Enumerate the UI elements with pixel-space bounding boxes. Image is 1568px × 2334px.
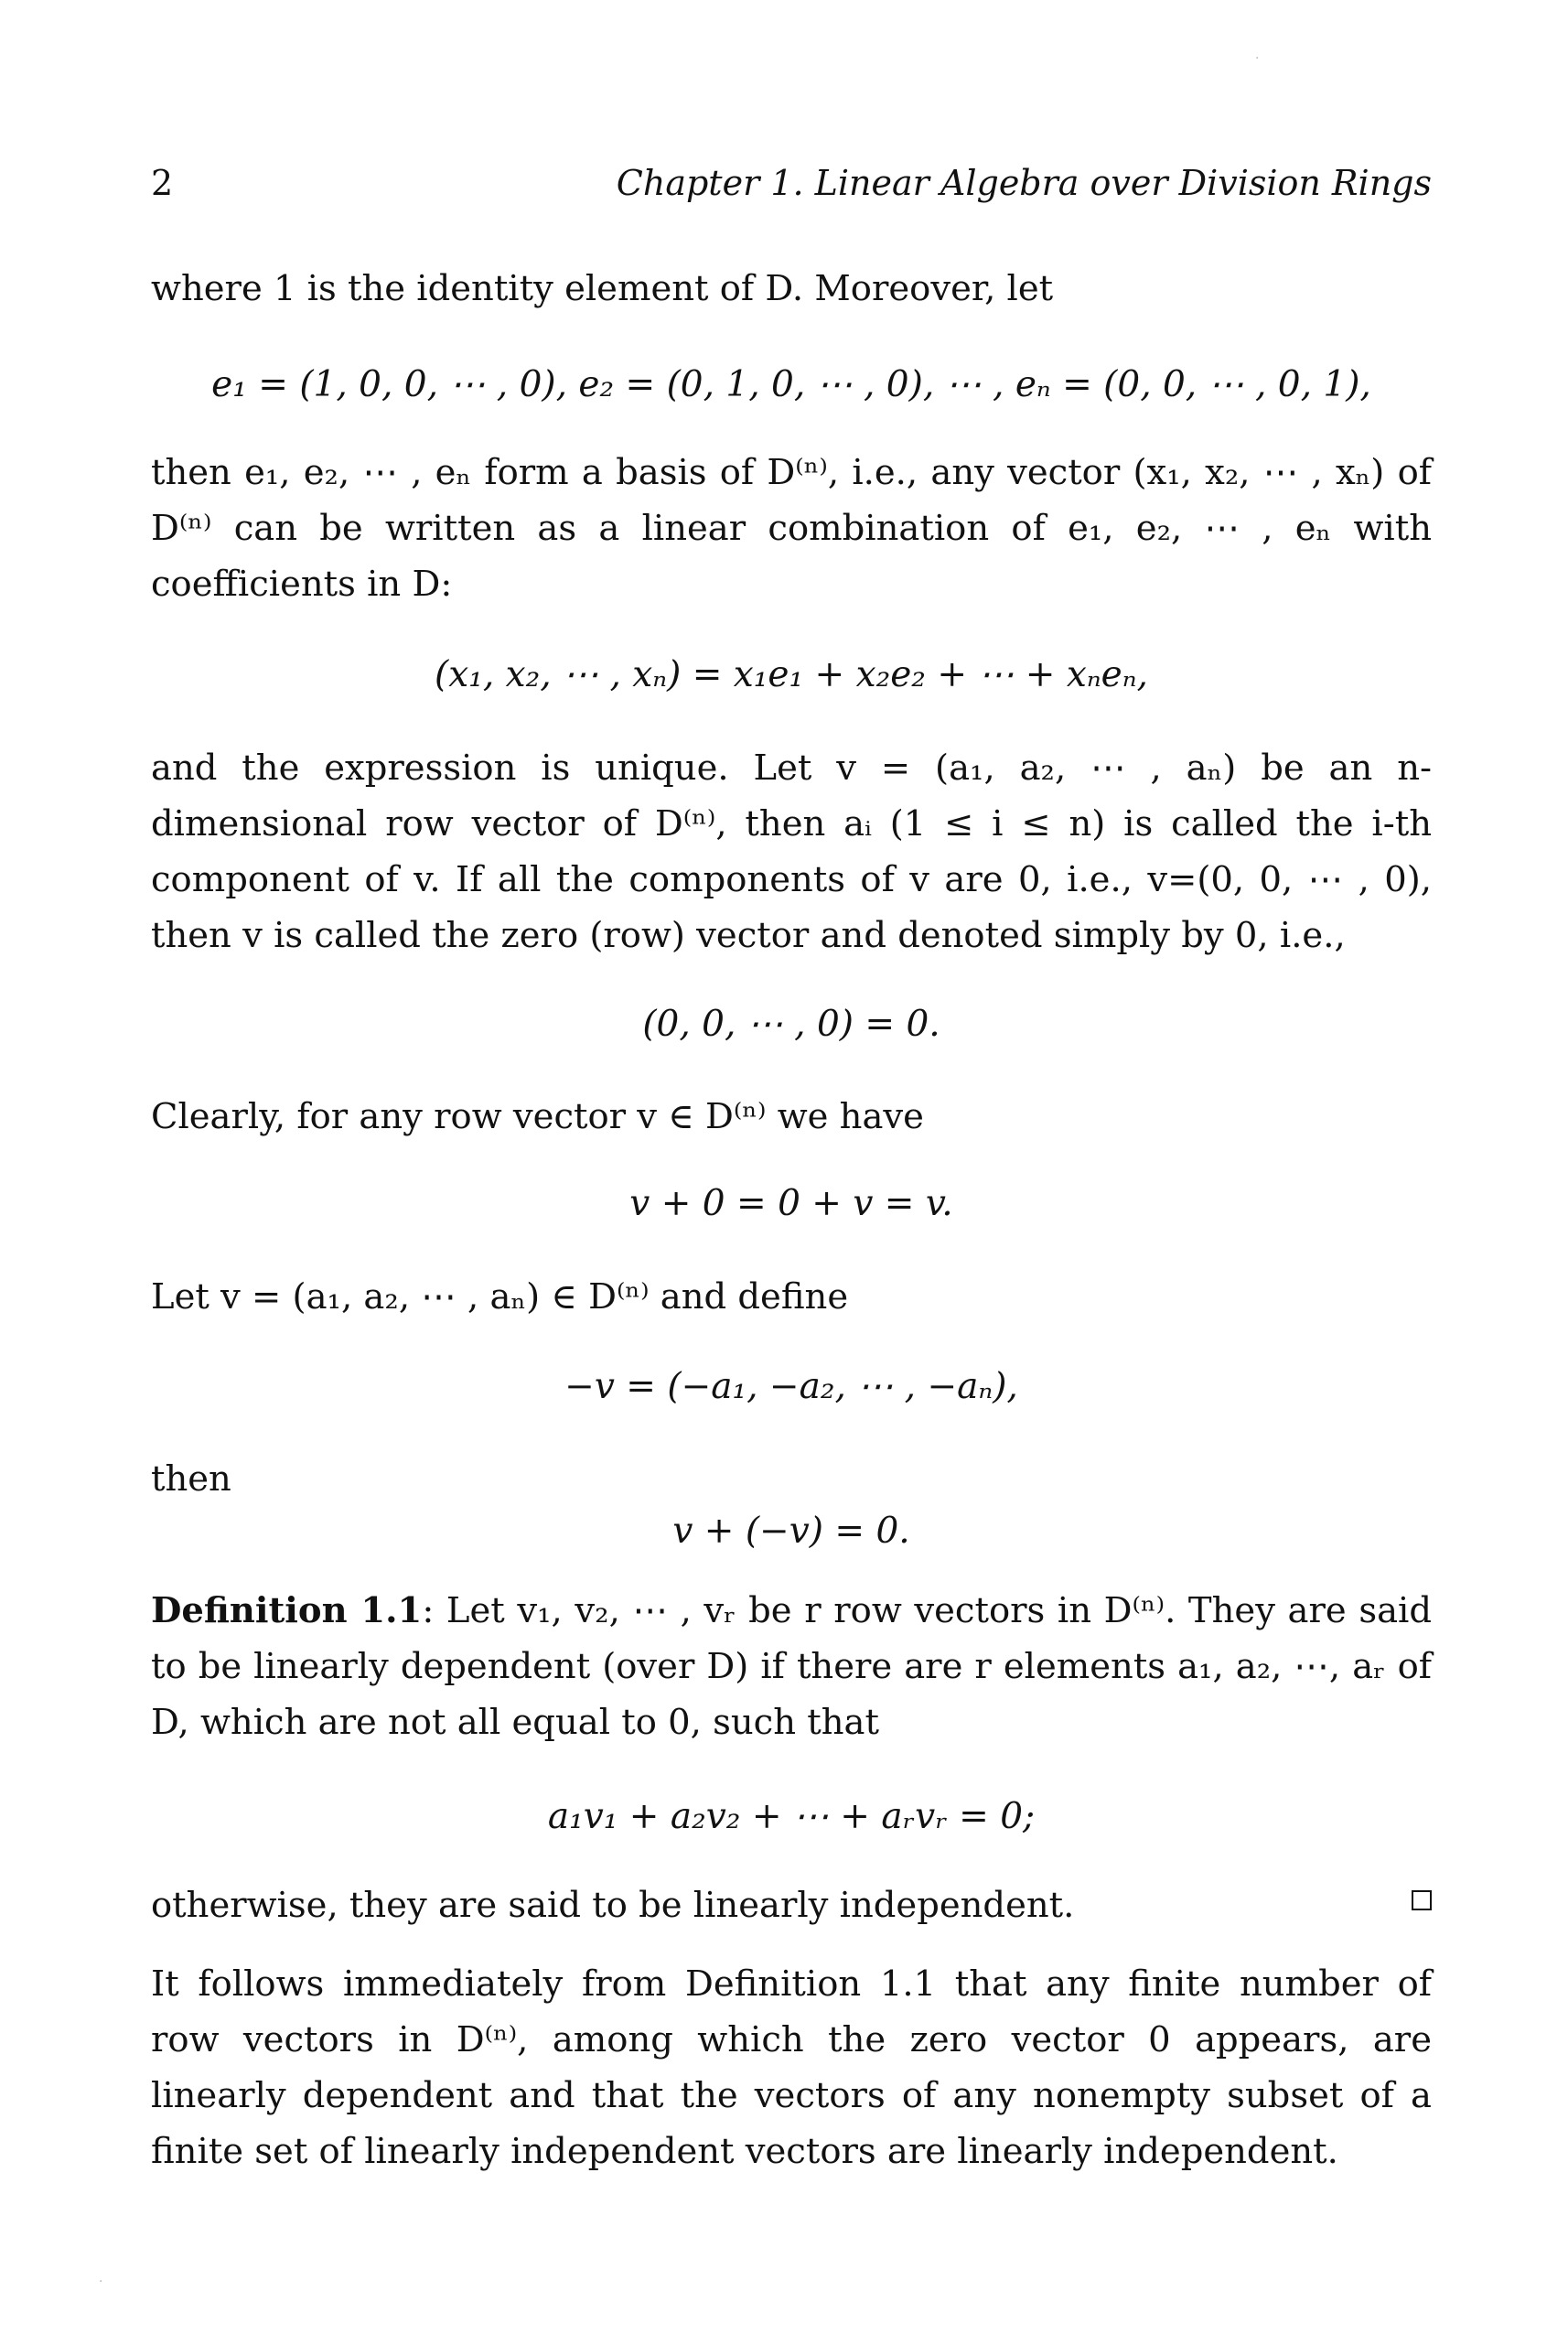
equation-zero-vector: (0, 0, ⋯ , 0) = 0. xyxy=(642,1004,940,1045)
equation-additive-identity: v + 0 = 0 + v = v. xyxy=(629,1183,953,1224)
definition-block xyxy=(151,1583,1432,1750)
independent-text: otherwise, they are said to be linearly independent. xyxy=(151,1885,1075,1926)
scan-dust-mark: · xyxy=(1255,51,1260,66)
equation-inverse: v + (−v) = 0. xyxy=(672,1511,910,1552)
paragraph-clearly: Clearly, for any row vector v ∈ D⁽ⁿ⁾ we have xyxy=(151,1096,924,1137)
page-number: 2 xyxy=(151,163,174,203)
paragraph-components: and the expression is unique. Let v = (a₁, a₂, ⋯ , aₙ) be an n-dimensional row vector of D⁽ⁿ⁾, then aᵢ (1 ≤ i ≤ n) is called the i-th component of v. If all the components of v are 0, i.e., v=(0, 0, ⋯ , 0), then v is called the zero (row) vector and denoted simply by 0, i.e., xyxy=(151,748,1432,956)
running-head: Chapter 1. Linear Algebra over Division Rings xyxy=(616,163,1432,203)
end-of-definition-box-icon xyxy=(1412,1890,1432,1910)
definition-text: : Let v₁, v₂, ⋯ , vᵣ be r row vectors in D⁽ⁿ⁾. They are said to be linearly dependent (over D) if there are r elements a₁, a₂, ⋯, aᵣ of D, which are not all equal to 0, such that xyxy=(151,1590,1432,1743)
paragraph-consequence: It follows immediately from Definition 1.1 that any finite number of row vectors in D⁽ⁿ⁾, among which the zero vector 0 appears, are linearly dependent and that the vectors of any nonempty subset of a finite set of linearly independent vectors are linearly independent. xyxy=(151,1963,1432,2172)
equation-basis-vectors: e₁ = (1, 0, 0, ⋯ , 0), e₂ = (0, 1, 0, ⋯ , 0), ⋯ , eₙ = (0, 0, ⋯ , 0, 1), xyxy=(211,364,1371,405)
paragraph-identity: where 1 is the identity element of D. Moreover, let xyxy=(151,268,1054,309)
page-header xyxy=(151,163,1432,218)
equation-negative-vector: −v = (−a₁, −a₂, ⋯ , −aₙ), xyxy=(564,1366,1018,1407)
paragraph-negation: Let v = (a₁, a₂, ⋯ , aₙ) ∈ D⁽ⁿ⁾ and define xyxy=(151,1276,849,1318)
definition-label: Definition 1.1 xyxy=(151,1590,423,1631)
paragraph-basis: then e₁, e₂, ⋯ , eₙ form a basis of D⁽ⁿ⁾, i.e., any vector (x₁, x₂, ⋯ , xₙ) of D⁽ⁿ⁾ can be written as a linear combination of e₁, e₂, ⋯ , eₙ with coefficients in D: xyxy=(151,452,1432,605)
equation-linear-combination: (x₁, x₂, ⋯ , xₙ) = x₁e₁ + x₂e₂ + ⋯ + xₙeₙ, xyxy=(435,654,1148,695)
scan-dust-mark-bottom: · xyxy=(99,2275,103,2289)
equation-linear-dependence: a₁v₁ + a₂v₂ + ⋯ + aᵣvᵣ = 0; xyxy=(547,1796,1036,1837)
paragraph-then: then xyxy=(151,1458,231,1500)
paragraph-independent xyxy=(151,1877,1432,1933)
